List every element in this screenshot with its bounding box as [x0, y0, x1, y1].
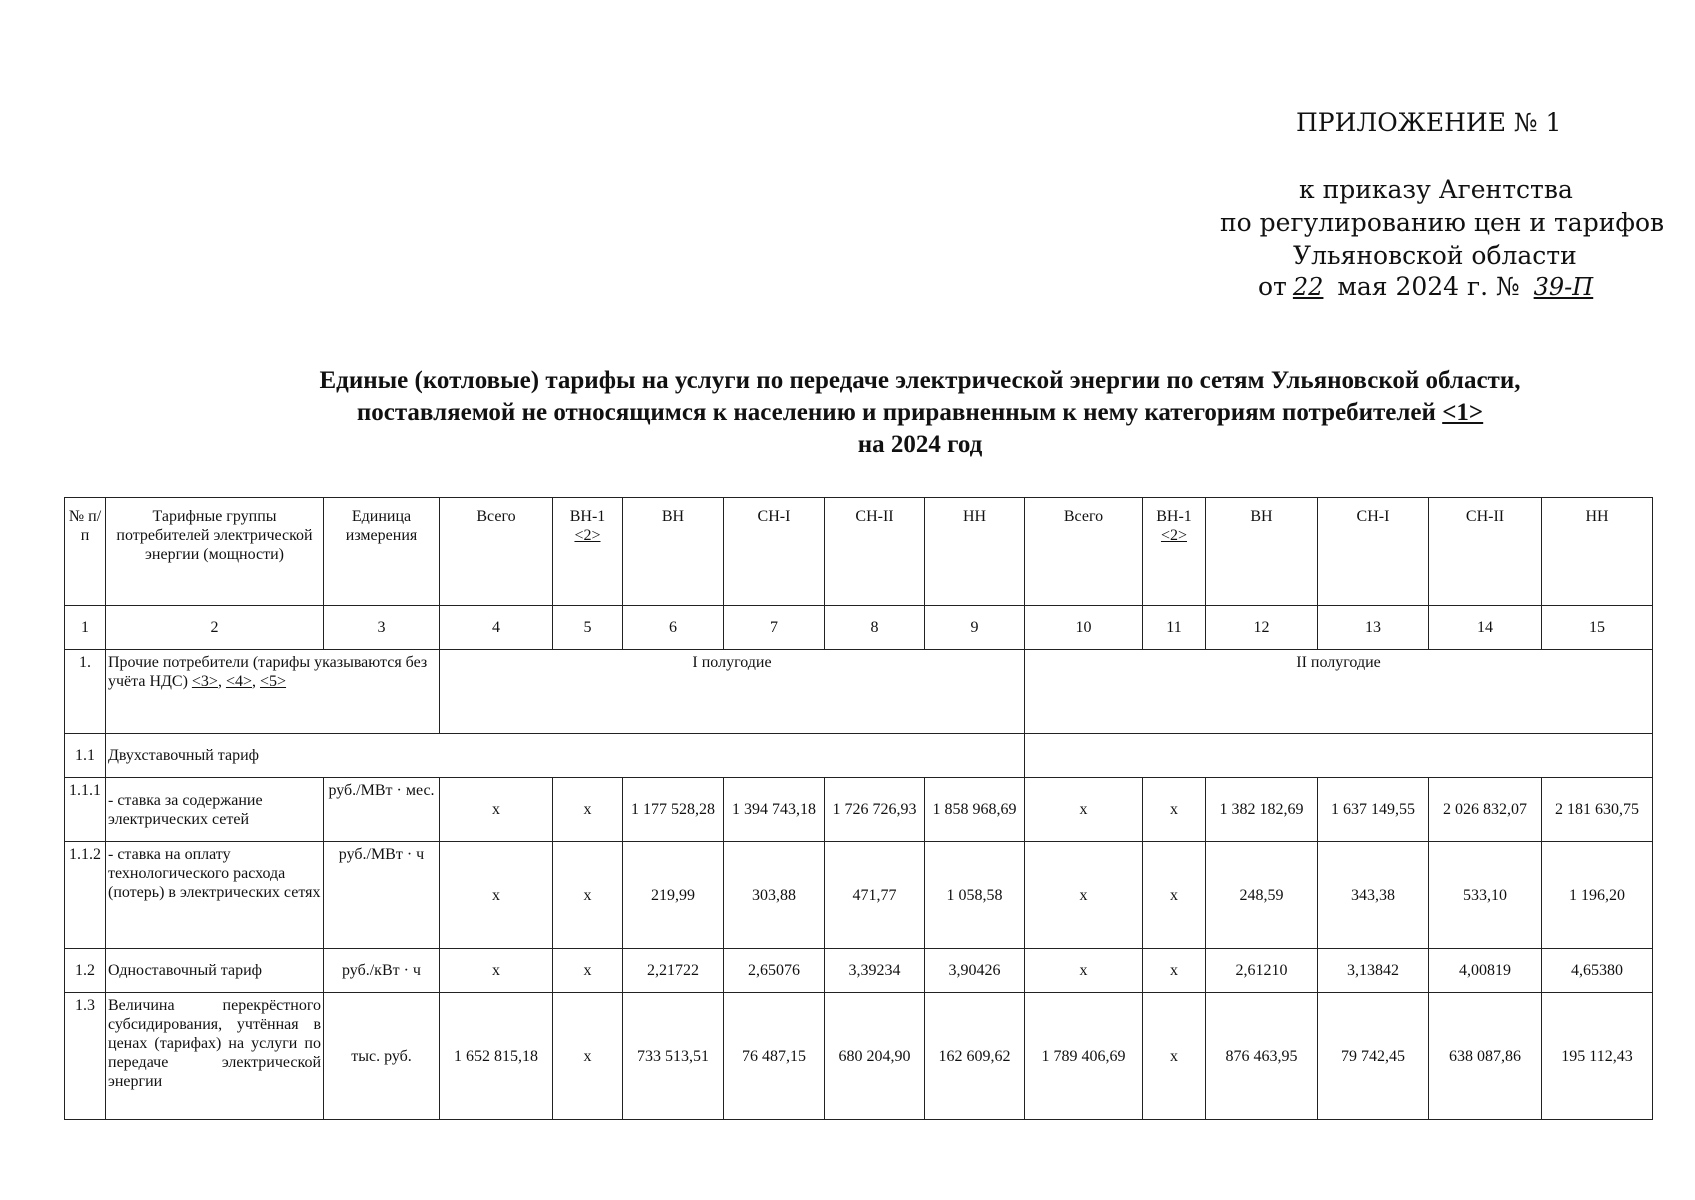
cell-value: 733 513,51	[623, 993, 724, 1120]
column-number-row	[65, 606, 1653, 650]
cell-value: 76 487,15	[724, 993, 825, 1120]
col-number: 5	[553, 606, 623, 650]
col-number: 10	[1025, 606, 1143, 650]
cell-value: 219,99	[623, 842, 724, 949]
agency-name: по регулированию цен и тарифов	[1220, 208, 1665, 237]
row-label: Величина перекрёстного субсидирования, учтённая в ценах (тарифах) на услуги по передаче электрической энергии	[106, 993, 324, 1120]
col-number: 9	[925, 606, 1025, 650]
cell-value: 1 394 743,18	[724, 778, 825, 842]
cell-value: 1 058,58	[925, 842, 1025, 949]
footnote-ref-4[interactable]: <4>	[225, 673, 252, 690]
header-vn1-h1: ВН-1 <2>	[553, 498, 623, 606]
cell-value: х	[1143, 993, 1206, 1120]
table-row	[65, 842, 1653, 949]
cell-value: 2,65076	[724, 949, 825, 993]
row-unit: руб./МВт · мес.	[324, 778, 440, 842]
header-nn-h2: НН	[1542, 498, 1653, 606]
cell-value: 638 087,86	[1429, 993, 1542, 1120]
table-row	[65, 993, 1653, 1120]
header-total-h1: Всего	[440, 498, 553, 606]
date-day-handwritten: 22	[1292, 273, 1324, 301]
header-vn-h1: ВН	[623, 498, 724, 606]
cell-value: 2,61210	[1206, 949, 1318, 993]
row-label: - ставка за содержание электрических сетей	[106, 778, 324, 842]
order-reference: к приказу Агентства	[1299, 175, 1573, 204]
cell-value: х	[440, 778, 553, 842]
cell-value: х	[553, 949, 623, 993]
cell-value: 1 726 726,93	[825, 778, 925, 842]
header-num: № п/п	[65, 498, 106, 606]
footnote-ref-1[interactable]: <1>	[1442, 399, 1484, 426]
title-line-1: Единые (котловые) тарифы на услуги по передаче электрической энергии по сетям Ульяновской области,	[319, 367, 1521, 394]
footnote-ref-5[interactable]: <5>	[260, 673, 287, 690]
footnote-ref-3[interactable]: <3>	[191, 673, 218, 690]
header-group: Тарифные группы потребителей электрической энергии (мощности)	[106, 498, 324, 606]
row-num: 1.3	[65, 993, 106, 1120]
col-number: 1	[65, 606, 106, 650]
cell-value: 4,00819	[1429, 949, 1542, 993]
cell-value: 2 181 630,75	[1542, 778, 1653, 842]
order-number-handwritten: 39-П	[1533, 273, 1594, 301]
row-unit: руб./МВт · ч	[324, 842, 440, 949]
date-text: мая 2024 г. №	[1337, 272, 1520, 301]
second-half-label: II полугодие	[1025, 650, 1653, 734]
cell-value: 1 858 968,69	[925, 778, 1025, 842]
cell-value: 471,77	[825, 842, 925, 949]
header-sn1-h1: СН-I	[724, 498, 825, 606]
header-vn-h2: ВН	[1206, 498, 1318, 606]
table-row	[65, 949, 1653, 993]
title-line-3: на 2024 год	[857, 431, 983, 458]
col-number: 8	[825, 606, 925, 650]
row-num: 1.1	[65, 734, 106, 778]
section-num: 1.	[65, 650, 106, 734]
cell-value: 2,21722	[623, 949, 724, 993]
header-unit: Единица измерения	[324, 498, 440, 606]
row-label: Одноставочный тариф	[106, 949, 324, 993]
document-title	[120, 365, 1695, 461]
cell-value: х	[1143, 949, 1206, 993]
cell-value: х	[1025, 842, 1143, 949]
first-half-label: I полугодие	[440, 650, 1025, 734]
row-num: 1.2	[65, 949, 106, 993]
table-row	[65, 778, 1653, 842]
table-row	[65, 734, 1653, 778]
table-header-row	[65, 498, 1653, 606]
cell-value: 3,39234	[825, 949, 925, 993]
order-date-line	[1258, 272, 1599, 302]
row-label: - ставка на оплату технологического расхода (потерь) в электрических сетях	[106, 842, 324, 949]
cell-value: 2 026 832,07	[1429, 778, 1542, 842]
row-num: 1.1.2	[65, 842, 106, 949]
footnote-ref-2[interactable]: <2>	[1160, 527, 1188, 544]
col-number: 13	[1318, 606, 1429, 650]
cell-value: х	[553, 778, 623, 842]
cell-value: 533,10	[1429, 842, 1542, 949]
row-num: 1.1.1	[65, 778, 106, 842]
cell-value: х	[553, 842, 623, 949]
footnote-ref-2[interactable]: <2>	[574, 527, 601, 544]
cell-value: 1 177 528,28	[623, 778, 724, 842]
cell-value: 248,59	[1206, 842, 1318, 949]
cell-value: х	[1025, 949, 1143, 993]
col-number: 12	[1206, 606, 1318, 650]
cell-value: 1 789 406,69	[1025, 993, 1143, 1120]
header-sn2-h2: СН-II	[1429, 498, 1542, 606]
section-row	[65, 650, 1653, 734]
cell-value: 876 463,95	[1206, 993, 1318, 1120]
cell-value: х	[1143, 778, 1206, 842]
header-vn1-h2: ВН-1 <2>	[1143, 498, 1206, 606]
cell-value: 343,38	[1318, 842, 1429, 949]
cell-value: 1 652 815,18	[440, 993, 553, 1120]
cell-value: х	[553, 993, 623, 1120]
cell-value: х	[1025, 778, 1143, 842]
header-sn2-h1: СН-II	[825, 498, 925, 606]
header-nn-h1: НН	[925, 498, 1025, 606]
cell-value: 4,65380	[1542, 949, 1653, 993]
col-number: 2	[106, 606, 324, 650]
col-number: 11	[1143, 606, 1206, 650]
cell-value: 162 609,62	[925, 993, 1025, 1120]
title-line-2: поставляемой не относящимся к населению и приравненным к нему категориям потребителей <1>	[356, 399, 1484, 426]
cell-value: х	[440, 949, 553, 993]
appendix-title: ПРИЛОЖЕНИЕ № 1	[1296, 108, 1562, 137]
col-number: 3	[324, 606, 440, 650]
header-sn1-h2: СН-I	[1318, 498, 1429, 606]
cell-value: х	[1143, 842, 1206, 949]
tariff-table	[64, 497, 1653, 1120]
cell-value: 1 196,20	[1542, 842, 1653, 949]
col-number: 14	[1429, 606, 1542, 650]
cell-value: 303,88	[724, 842, 825, 949]
col-number: 4	[440, 606, 553, 650]
row-unit: руб./кВт · ч	[324, 949, 440, 993]
cell-value: х	[440, 842, 553, 949]
cell-value: 1 637 149,55	[1318, 778, 1429, 842]
header-total-h2: Всего	[1025, 498, 1143, 606]
cell-value: 3,90426	[925, 949, 1025, 993]
cell-value: 79 742,45	[1318, 993, 1429, 1120]
row-label: Двухставочный тариф	[106, 734, 1025, 778]
col-number: 7	[724, 606, 825, 650]
cell-value: 195 112,43	[1542, 993, 1653, 1120]
col-number: 15	[1542, 606, 1653, 650]
cell-value: 680 204,90	[825, 993, 925, 1120]
date-prefix: от	[1258, 272, 1287, 301]
cell-value: 1 382 182,69	[1206, 778, 1318, 842]
empty-cell	[1025, 734, 1653, 778]
cell-value: 3,13842	[1318, 949, 1429, 993]
row-unit: тыс. руб.	[324, 993, 440, 1120]
section-label: Прочие потребители (тарифы указываются без учёта НДС) <3>, <4>, <5>	[106, 650, 440, 734]
col-number: 6	[623, 606, 724, 650]
region-name: Ульяновской области	[1293, 241, 1577, 270]
